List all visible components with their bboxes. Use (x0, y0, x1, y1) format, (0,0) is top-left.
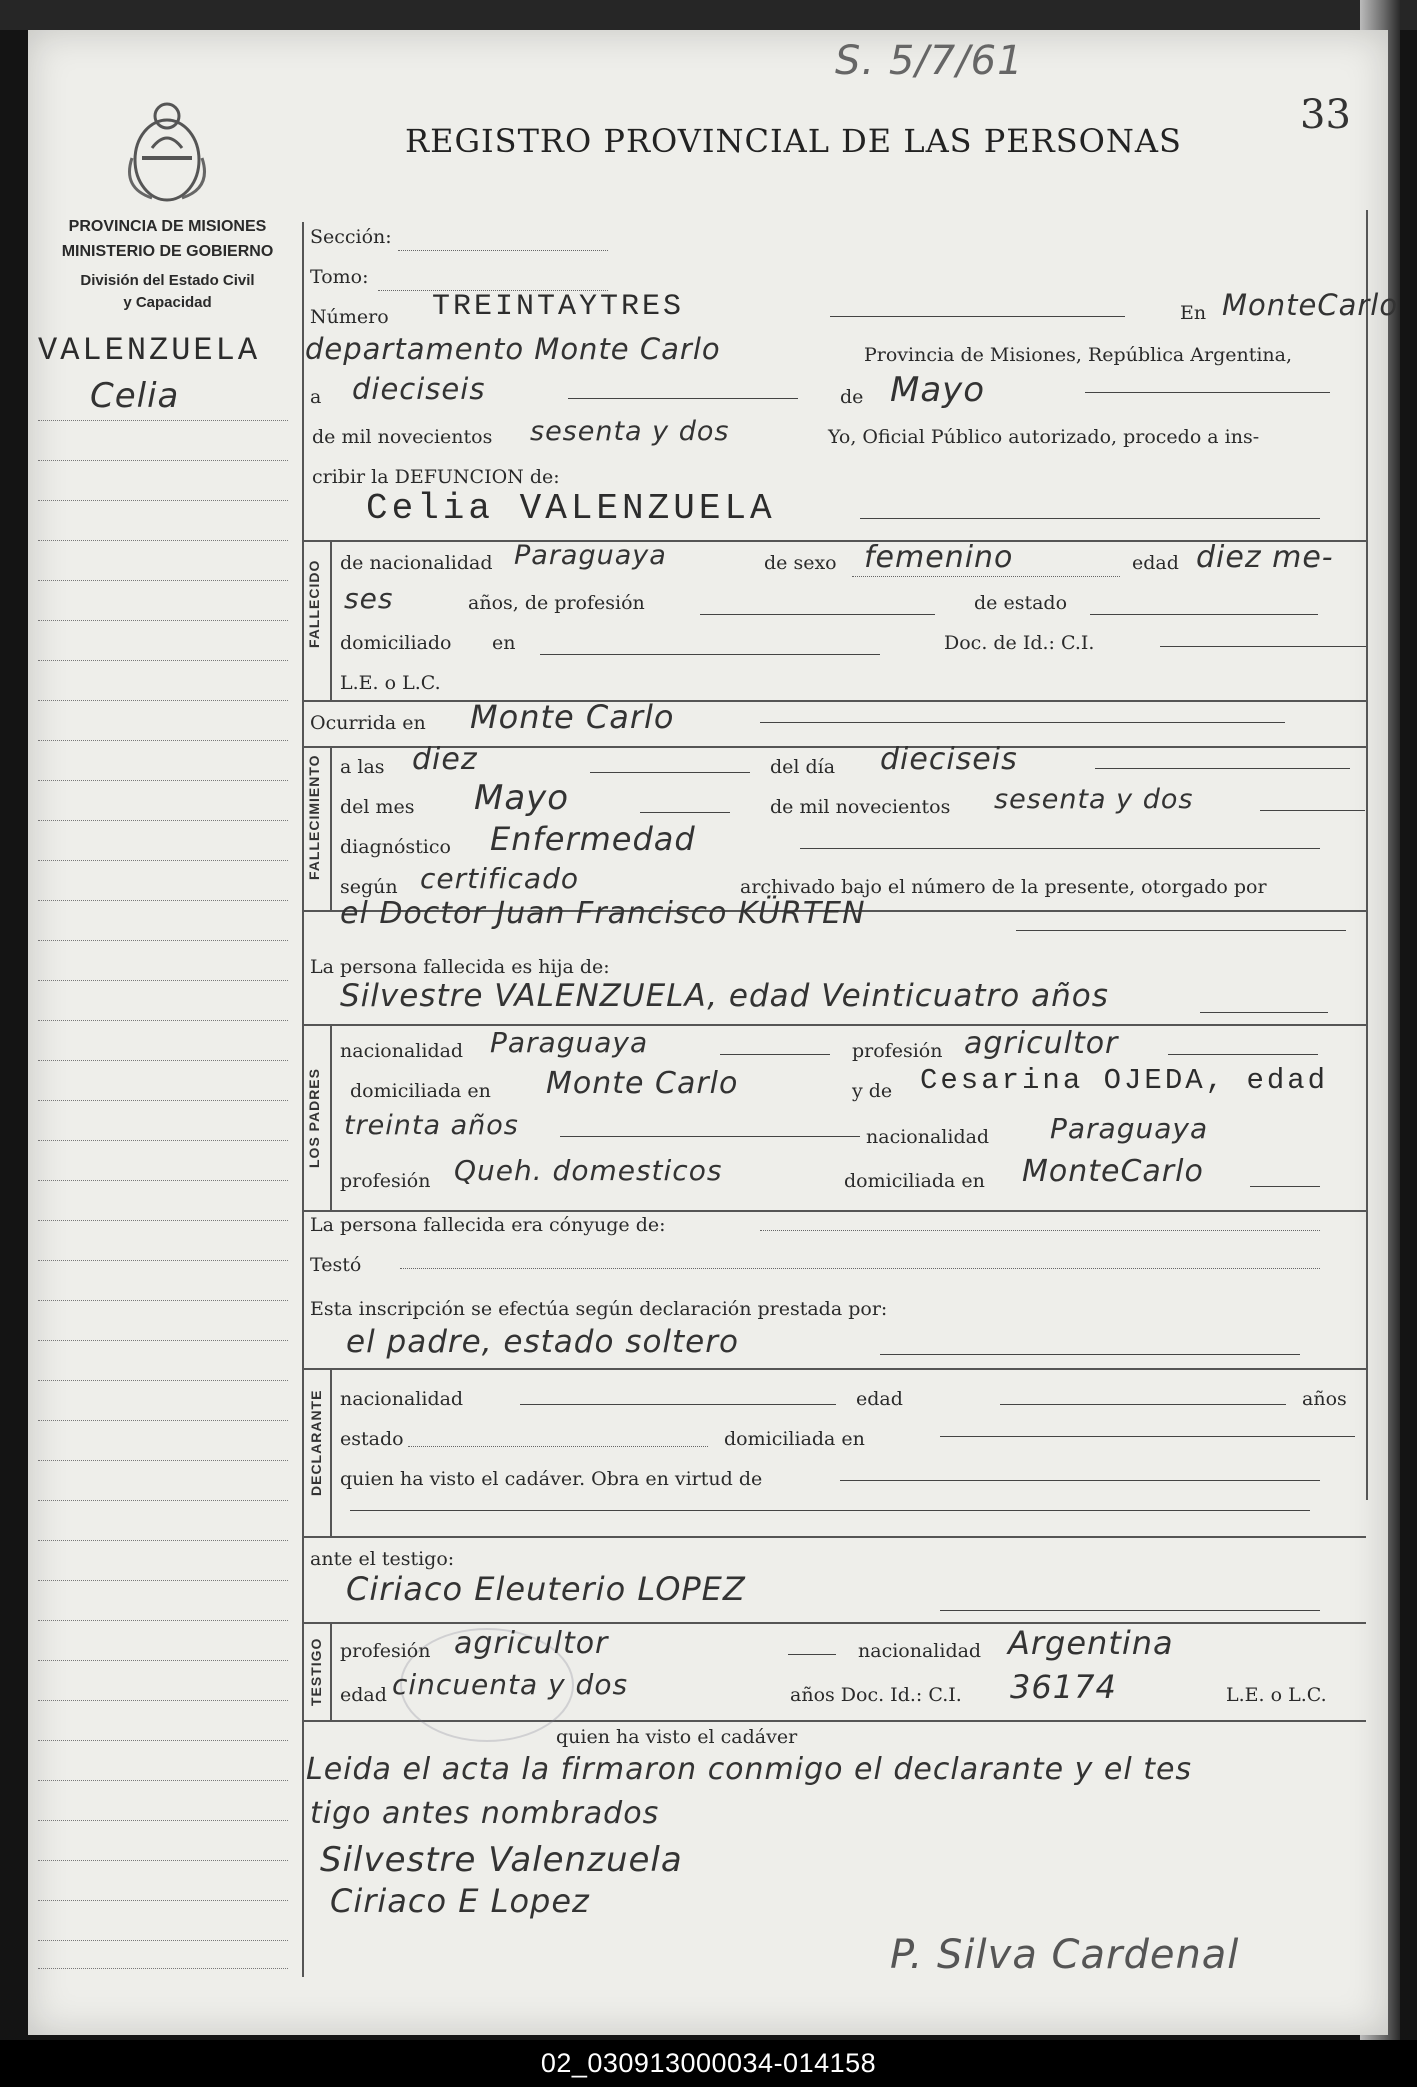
margin-rule (38, 1500, 288, 1501)
inscripcion-text: Esta inscripción se efectúa según declaración prestada por: (310, 1298, 888, 1320)
ocurrida-line (760, 722, 1285, 723)
numero-label: Número (310, 306, 389, 328)
anos-declarante-label: años (1302, 1388, 1347, 1410)
en-value: MonteCarlo (1222, 288, 1399, 322)
edad-testigo-value: cincuenta y dos (392, 1668, 629, 1701)
nac-madre-label: nacionalidad (866, 1126, 990, 1148)
margin-rule (38, 420, 288, 421)
en-lower-label: en (492, 632, 516, 654)
mes-line (1085, 392, 1330, 393)
del-dia-label: del día (770, 756, 836, 778)
dom-madre-line (1250, 1186, 1320, 1187)
edad-madre-line (560, 1136, 860, 1137)
padres-box-bottom (302, 1210, 1366, 1212)
testigo-section-label: TESTIGO (308, 1637, 324, 1706)
dom-declarante-line (940, 1436, 1355, 1437)
provincia-text: Provincia de Misiones, República Argentina, (864, 344, 1293, 366)
frame-left-line (302, 222, 304, 1977)
segun-label: según (340, 876, 398, 898)
padre-line (1200, 1012, 1328, 1013)
hija-de-label: La persona fallecida es hija de: (310, 956, 610, 978)
departamento-value: departamento Monte Carlo (305, 332, 721, 366)
inscribir-text: cribir la DEFUNCION de: (312, 466, 560, 488)
margin-rule (38, 620, 288, 621)
archivado-text: archivado bajo el número de la presente, otorgado por (740, 876, 1267, 898)
document-title: REGISTRO PROVINCIAL DE LAS PERSONAS (405, 122, 1182, 160)
mes2-value: Mayo (474, 778, 570, 818)
signature-testigo: Ciriaco E Lopez (330, 1882, 590, 1920)
margin-rule (38, 540, 288, 541)
margin-rule (38, 860, 288, 861)
yo-oficial-text: Yo, Oficial Público autorizado, procedo a ins- (828, 426, 1260, 448)
fallecido-nombre: Celia VALENZUELA (366, 488, 776, 529)
hora-value: diez (412, 742, 478, 777)
margin-rule (38, 460, 288, 461)
frame-right-line (1366, 210, 1368, 1500)
doc-id-line (1160, 646, 1366, 647)
en-label: En (1180, 302, 1207, 324)
nac-padre-value: Paraguaya (490, 1026, 649, 1059)
ministry-name: MINISTERIO DE GOBIERNO (61, 243, 274, 260)
nombre-line (860, 518, 1320, 519)
prof-testigo-value: agricultor (454, 1626, 609, 1661)
margin-rule (38, 660, 288, 661)
seccion-label: Sección: (310, 226, 392, 248)
fallecimiento-box-divider (330, 746, 332, 910)
nac-madre-value: Paraguaya (1050, 1112, 1209, 1145)
prof-padre-line (1168, 1054, 1318, 1055)
doc-id-label: Doc. de Id.: C.I. (944, 632, 1095, 654)
a-las-label: a las (340, 756, 385, 778)
ante-testigo-label: ante el testigo: (310, 1548, 455, 1570)
margin-rule (38, 1660, 288, 1661)
anio2-value: sesenta y dos (994, 784, 1194, 815)
numero-value: TREINTAYTRES (432, 290, 685, 324)
margin-rule (38, 700, 288, 701)
nac-declarante-label: nacionalidad (340, 1388, 464, 1410)
prof-padre-label: profesión (852, 1040, 943, 1062)
declarante-value: el padre, estado soltero (346, 1324, 739, 1360)
margin-rule (38, 1780, 288, 1781)
coat-of-arms-icon (112, 98, 222, 208)
margin-rule (38, 500, 288, 501)
margin-rule (38, 1180, 288, 1181)
edad-label: edad (1132, 552, 1179, 574)
edad-value-cont: ses (344, 582, 394, 615)
doctor-value: el Doctor Juan Francisco KÜRTEN (340, 896, 866, 931)
madre-value: Cesarina OJEDA, edad (920, 1064, 1329, 1097)
margin-rule (38, 1740, 288, 1741)
estado-declarante-label: estado (340, 1428, 404, 1450)
conyuge-label: La persona fallecida era cónyuge de: (310, 1214, 666, 1236)
dia-value: dieciseis (352, 372, 486, 406)
nac-padre-line (720, 1054, 830, 1055)
padres-section-label: LOS PADRES (306, 1068, 322, 1168)
nac-declarante-line (520, 1404, 836, 1405)
edad-madre-value: treinta años (344, 1110, 519, 1141)
anos-doc-label: años Doc. Id.: C.I. (790, 1684, 962, 1706)
dom-madre-value: MonteCarlo (1022, 1154, 1204, 1189)
margin-rule (38, 1260, 288, 1261)
margin-rule (38, 740, 288, 741)
conyuge-field (760, 1230, 1320, 1231)
nac-testigo-value: Argentina (1008, 1624, 1174, 1662)
margin-rule (38, 1060, 288, 1061)
quien-cadaver-text: quien ha visto el cadáver. Obra en virtud de (340, 1468, 763, 1490)
estado-declarante-field (408, 1446, 708, 1447)
edad-value: diez me- (1196, 540, 1334, 575)
hora-line (590, 772, 750, 773)
signature-declarante: Silvestre Valenzuela (320, 1840, 683, 1880)
prof-testigo-line (788, 1654, 836, 1655)
padre-value: Silvestre VALENZUELA, edad Veinticuatro años (340, 978, 1109, 1014)
de-label: de (840, 386, 864, 408)
anio2-line (1260, 810, 1365, 811)
division-name: División del Estado Civil (80, 272, 255, 289)
testo-label: Testó (310, 1254, 362, 1276)
margin-rule (38, 820, 288, 821)
doctor-line (1016, 930, 1346, 931)
ci-testigo-value: 36174 (1010, 1668, 1117, 1706)
margin-rule (38, 1968, 288, 1969)
edad-testigo-label: edad (340, 1684, 387, 1706)
closing-note-line2: tigo antes nombrados (310, 1796, 660, 1831)
testigo-box-top (302, 1622, 1366, 1624)
signature-official: P. Silva Cardenal (890, 1932, 1240, 1978)
declarante-section-label: DECLARANTE (308, 1389, 324, 1496)
seccion-field (398, 250, 608, 251)
sexo-field (852, 576, 1120, 577)
margin-rule (38, 900, 288, 901)
fallecido-box-bottom (302, 700, 1366, 702)
testigo-box-divider (330, 1622, 332, 1720)
declarante-box-divider (330, 1368, 332, 1536)
margin-rule (38, 1580, 288, 1581)
ocurrida-label: Ocurrida en (310, 712, 426, 734)
capacity-name: y Capacidad (123, 294, 212, 311)
prof-madre-label: profesión (340, 1170, 431, 1192)
testo-field (400, 1268, 1320, 1269)
margin-rule (38, 1460, 288, 1461)
margin-rule (38, 1820, 288, 1821)
margin-rule (38, 1140, 288, 1141)
edad-declarante-line (1000, 1404, 1286, 1405)
anos-profesion-label: años, de profesión (468, 592, 645, 614)
margin-rule (38, 1100, 288, 1101)
prof-padre-value: agricultor (964, 1026, 1119, 1061)
edad-declarante-label: edad (856, 1388, 903, 1410)
margin-rule (38, 980, 288, 981)
margin-rule (38, 1940, 288, 1941)
testigo-line (940, 1610, 1320, 1611)
province-name: PROVINCIA DE MISIONES (68, 218, 267, 235)
nacionalidad-value: Paraguaya (514, 540, 667, 571)
prof-testigo-label: profesión (340, 1640, 431, 1662)
dia-line (568, 398, 798, 399)
margin-surname: VALENZUELA (38, 332, 261, 369)
obra-line-2 (350, 1510, 1310, 1511)
de-mil2-label: de mil novecientos (770, 796, 951, 818)
margin-rule (38, 780, 288, 781)
dom-padre-label: domiciliada en (350, 1080, 491, 1102)
anio-value: sesenta y dos (530, 416, 730, 447)
domicilio-line (540, 654, 880, 655)
nac-padre-label: nacionalidad (340, 1040, 464, 1062)
dom-padre-value: Monte Carlo (546, 1066, 739, 1101)
date-annotation: S. 5/7/61 (835, 38, 1024, 84)
obra-line (840, 1480, 1320, 1481)
le-lc-label: L.E. o L.C. (340, 672, 441, 694)
padres-box-divider (330, 1024, 332, 1210)
margin-rule (38, 1860, 288, 1861)
margin-rule (38, 1380, 288, 1381)
sexo-label: de sexo (764, 552, 837, 574)
dom-declarante-label: domiciliada en (724, 1428, 865, 1450)
nac-testigo-label: nacionalidad (858, 1640, 982, 1662)
dia2-line (1095, 768, 1350, 769)
margin-rule (38, 1340, 288, 1341)
declarante-box-bottom (302, 1536, 1366, 1538)
numero-line (830, 316, 1125, 317)
margin-rule (38, 580, 288, 581)
fallecimiento-section-label: FALLECIMIENTO (306, 754, 322, 880)
tomo-label: Tomo: (310, 266, 369, 288)
margin-rule (38, 1420, 288, 1421)
margin-rule (38, 1540, 288, 1541)
sexo-value: femenino (864, 540, 1014, 575)
diagnostico-value: Enfermedad (490, 820, 696, 858)
margin-rule (38, 1700, 288, 1701)
top-border (0, 0, 1417, 30)
margin-rule (38, 940, 288, 941)
profesion-line (700, 614, 935, 615)
margin-rule (38, 1220, 288, 1221)
a-label: a (310, 386, 322, 408)
diagnostico-label: diagnóstico (340, 836, 451, 858)
margin-given-name: Celia (90, 376, 180, 416)
del-mes-label: del mes (340, 796, 415, 818)
page-number: 33 (1300, 92, 1351, 138)
declarante-line (880, 1354, 1300, 1355)
diagnostico-line (800, 848, 1320, 849)
quien-visto-text: quien ha visto el cadáver (556, 1726, 798, 1748)
footer-id: 02_030913000034-014158 (0, 2040, 1417, 2087)
dom-madre-label: domiciliada en (844, 1170, 985, 1192)
margin-rule (38, 1020, 288, 1021)
dia2-value: dieciseis (880, 742, 1018, 777)
fallecido-section-label: FALLECIDO (306, 559, 322, 648)
testigo-value: Ciriaco Eleuterio LOPEZ (346, 1570, 746, 1608)
estado-label: de estado (974, 592, 1068, 614)
de-mil-label: de mil novecientos (312, 426, 493, 448)
nacionalidad-label: de nacionalidad (340, 552, 493, 574)
fallecido-box-divider (330, 540, 332, 700)
y-de-label: y de (852, 1080, 893, 1102)
prof-madre-value: Queh. domesticos (454, 1154, 723, 1187)
le-lc-testigo-label: L.E. o L.C. (1226, 1684, 1327, 1706)
margin-rule (38, 1300, 288, 1301)
margin-rule (38, 1620, 288, 1621)
closing-note-line1: Leida el acta la firmaron conmigo el declarante y el tes (306, 1752, 1193, 1787)
declarante-box-top (302, 1368, 1366, 1370)
margin-rule (38, 1900, 288, 1901)
domiciliado-label: domiciliado (340, 632, 452, 654)
mes-value: Mayo (890, 370, 986, 410)
ocurrida-value: Monte Carlo (470, 698, 675, 736)
padres-box-top (302, 1024, 1366, 1026)
estado-line (1090, 614, 1318, 615)
mes2-line (640, 812, 730, 813)
segun-value: certificado (420, 862, 579, 895)
